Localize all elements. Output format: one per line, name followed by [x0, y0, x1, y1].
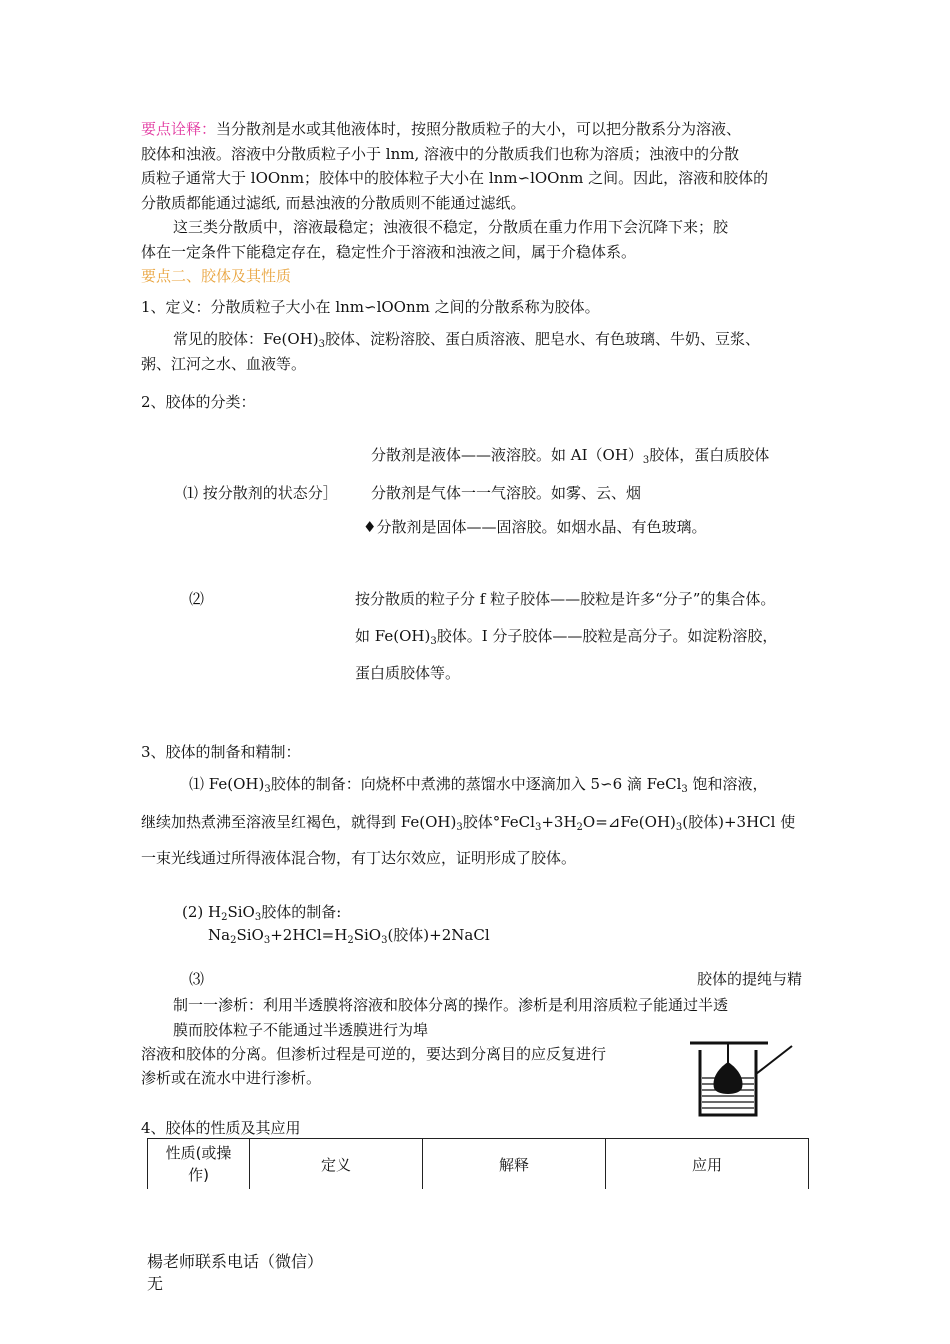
class2-line-2: 如 $Fe(OH)_3$胶体。I 分子胶体——胶粒是高分子。如淀粉溶胶， — [355, 627, 778, 647]
membrane-bag — [714, 1062, 743, 1094]
section-heading-colloid: 要点二、胶体及其性质 — [141, 267, 292, 285]
dialysis-line-4: 渗析或在流水中进行渗析。 — [141, 1069, 322, 1087]
header-property: 性质(或操 作) — [148, 1139, 250, 1190]
class2-label: ⑵ — [189, 590, 205, 608]
explanation-line-2: 胶体和浊液。溶液中分散质粒子小于 lnm, 溶液中的分散质我们也称为溶质；浊液中的分散 — [141, 145, 739, 163]
class1-liquid: 分散剂是液体——液溶胶。如 $AI(OH)_3$胶体，蛋白质胶体 — [371, 446, 770, 466]
explanation-line-6: 体在一定条件下能稳定存在，稳定性介于溶液和浊液之间，属于介稳体系。 — [141, 243, 637, 261]
preparation-line-1: ⑴ $Fe(OH)_3$胶体的制备：向烧杯中煮沸的蒸馏水中逐滴加入 5∽6 滴 FeCl$_3$ 饱和溶液， — [189, 775, 768, 795]
header-explanation: 解释 — [423, 1139, 606, 1190]
silicic-acid-title: (2) $H_2SiO_3$胶体的制备: — [182, 903, 342, 923]
dialysis-line-3: 溶液和胶体的分离。但渗析过程是可逆的，要达到分离目的应反复进行 — [141, 1045, 607, 1063]
preparation-line-2: 继续加热煮沸至溶液呈红褐色，就得到 $Fe(OH)_3$胶体$^\circ FeCl_3+3H_2O=⊿Fe(OH)_3$(胶体)+3HCl 使 — [141, 813, 796, 833]
explanation-line-5: 这三类分散质中，溶液最稳定；浊液很不稳定，分散质在重力作用下会沉降下来；胶 — [173, 218, 729, 236]
properties-table — [147, 1138, 809, 1189]
footer-contact-value: 无 — [147, 1274, 164, 1293]
purification-label: ⑶ — [189, 970, 205, 988]
key-point-label: 要点诠释： — [141, 120, 217, 138]
class2-line-3: 蛋白质胶体等。 — [355, 664, 461, 682]
dialysis-line-2: 膜而胶体粒子不能通过半透膜进行为埠 — [173, 1021, 429, 1039]
dialysis-line-1: 制一一渗析：利用半透膜将溶液和胶体分离的操作。渗析是利用溶质粒子能通过半透 — [173, 996, 729, 1014]
class1-label: ⑴ 按分散剂的状态分］ — [183, 484, 338, 502]
explanation-line-4: 分散质都能通过滤纸, 而悬浊液的分散质则不能通过滤纸。 — [141, 194, 526, 212]
common-colloids-line-1: 常见的胶体：$Fe(OH)_3$胶体、淀粉溶胶、蛋白质溶液、肥皂水、有色玻璃、牛奶、豆浆、 — [173, 330, 760, 350]
footer-contact: 楊老师联系电话（微信） — [147, 1252, 324, 1271]
preparation-title: 3、胶体的制备和精制： — [141, 743, 301, 761]
inlet-tube — [756, 1046, 792, 1074]
purification-heading: 胶体的提纯与精 — [697, 970, 803, 988]
definition-line: 1、定义：分散质粒子大小在 lnm∽lOOnm 之间的分散系称为胶体。 — [141, 298, 600, 316]
class1-solid: ♦分散剂是固体——固溶胶。如烟水晶、有色玻璃。 — [363, 518, 707, 536]
common-colloids-line-2: 粥、江河之水、血液等。 — [141, 355, 307, 373]
properties-title: 4、胶体的性质及其应用 — [141, 1119, 301, 1137]
explanation-line-1: 要点诠释：当分散剂是水或其他液体时，按照分散质粒子的大小，可以把分散系分为溶液、 — [141, 120, 742, 138]
preparation-line-3: 一束光线通过所得液体混合物，有丁达尔效应，证明形成了胶体。 — [141, 849, 577, 867]
dialysis-apparatus-illustration — [688, 1036, 796, 1118]
table-header-row — [148, 1139, 809, 1190]
class2-line-1: 按分散质的粒子分 f 粒子胶体——胶粒是许多“分子”的集合体。 — [355, 590, 776, 608]
classification-title: 2、胶体的分类： — [141, 393, 256, 411]
header-application: 应用 — [606, 1139, 809, 1190]
header-definition: 定义 — [250, 1139, 423, 1190]
silicic-acid-equation: $Na_2SiO_3+2HCl=H_2SiO_3$(胶体)+2NaCl — [208, 926, 490, 946]
explanation-line-3: 质粒子通常大于 lOOnm；胶体中的胶体粒子大小在 lnm∽lOOnm 之间。因此，溶液和胶体的 — [141, 169, 769, 187]
class1-gas: 分散剂是气体一一气溶胶。如雾、云、烟 — [371, 484, 642, 502]
